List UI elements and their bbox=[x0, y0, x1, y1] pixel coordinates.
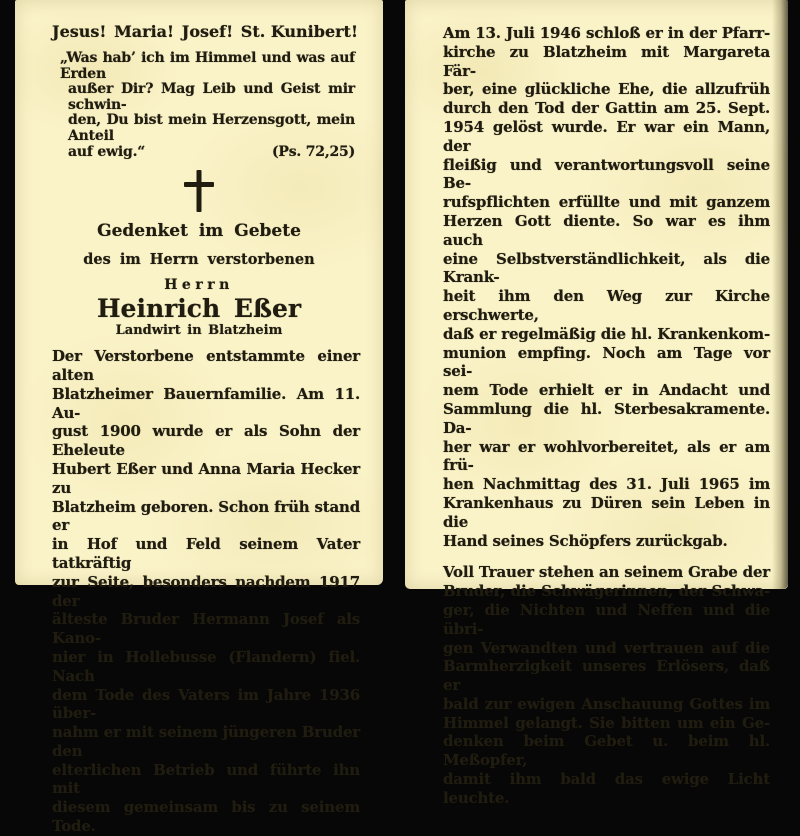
invocation-josef: Josef! bbox=[181, 22, 234, 41]
deceased-name: Heinrich Eßer bbox=[96, 294, 302, 324]
scripture-quote-closing: auf ewig.“ bbox=[68, 143, 146, 160]
cross-vertical-bar bbox=[197, 170, 202, 212]
invocation-maria: Maria! bbox=[114, 22, 175, 41]
biography-paragraph: Der Verstorbene entstammte einer alten Blatzheimer Bauernfamilie. Am 11. Au- gust 1900 wurde er als Sohn der Eheleute Hubert Eßer und Anna Maria Hecker zu Blatzheim geboren. Schon früh stand er in Hof und Feld seinem Vater tatkräftig zur Seite, besonders nachdem 1917 der älteste Bruder Hermann Josef als Kano- nier in Hollebusse (Flandern) fiel. Nach dem Tode des Vaters im Jahre 1936 über- nahm er mit seinem jüngeren Bruder den elterlichen Betrieb und führte ihn mit diesem gemeinsam bis zu seinem Tode. bbox=[52, 347, 360, 836]
psalm-reference: (Ps. 72,25) bbox=[271, 143, 355, 160]
memorial-card-left-page bbox=[15, 0, 383, 836]
memorial-card-right-page bbox=[405, 0, 788, 807]
cross-icon bbox=[182, 170, 216, 212]
scripture-quote-last-line bbox=[60, 145, 355, 161]
page-edge-shadow bbox=[772, 0, 788, 589]
invocation-line bbox=[52, 22, 358, 42]
honorific: Herrn bbox=[164, 277, 234, 294]
memorial-subheading: des im Herrn verstorbenen bbox=[83, 251, 315, 269]
scripture-quote-lines: „Was hab’ ich im Himmel und was auf Erden außer Dir? Mag Leib und Geist mir schwin- den, Du bist mein Herzensgott, mein Anteil bbox=[60, 50, 355, 144]
invocation-kunibert: St. Kunibert! bbox=[240, 22, 358, 41]
memorial-heading: Gedenket im Gebete bbox=[97, 221, 301, 242]
deceased-occupation: Landwirt in Blatzheim bbox=[115, 323, 283, 339]
scripture-quote bbox=[60, 51, 355, 160]
obituary-paragraph-1: Am 13. Juli 1946 schloß er in der Pfarr- kirche zu Blatzheim mit Margareta Fär- ber, eine glückliche Ehe, die allzufrüh durch den Tod der Gattin am 25. Sept. 1954 gelöst wurde. Er war ein Mann, der fleißig und verantwortungsvoll seine Be- rufspflichten erfüllte und mit ganzem Herzen Gott diente. So war es ihm auch eine Selbstverständlichkeit, als die Krank- heit ihm den Weg zur Kirche erschwerte, daß er regelmäßig die hl. Krankenkom- munion empfing. Noch am Tage vor sei- nem Tode erhielt er in Andacht und Sammlung die hl. Sterbesakramente. Da- her war er wohlvorbereitet, als er am frü- hen Nachmittag des 31. Juli 1965 im Krankenhaus zu Düren sein Leben in die Hand seines Schöpfers zurückgab. bbox=[443, 24, 770, 550]
invocation-jesus: Jesus! bbox=[52, 22, 107, 41]
obituary-paragraph-2: Voll Trauer stehen an seinem Grabe der Bruder, die Schwägerinnen, der Schwa- ger, die Nichten und Neffen und die übri- gen Verwandten und vertrauen auf die Barmherzigkeit unseres Erlösers, daß er bald zur ewigen Anschauung Gottes im Himmel gelangt. Sie bitten um ein Ge- denken beim Gebet u. beim hl. Meßopfer, damit ihm bald das ewige Licht leuchte. bbox=[443, 563, 770, 807]
cross-horizontal-bar bbox=[184, 182, 214, 187]
